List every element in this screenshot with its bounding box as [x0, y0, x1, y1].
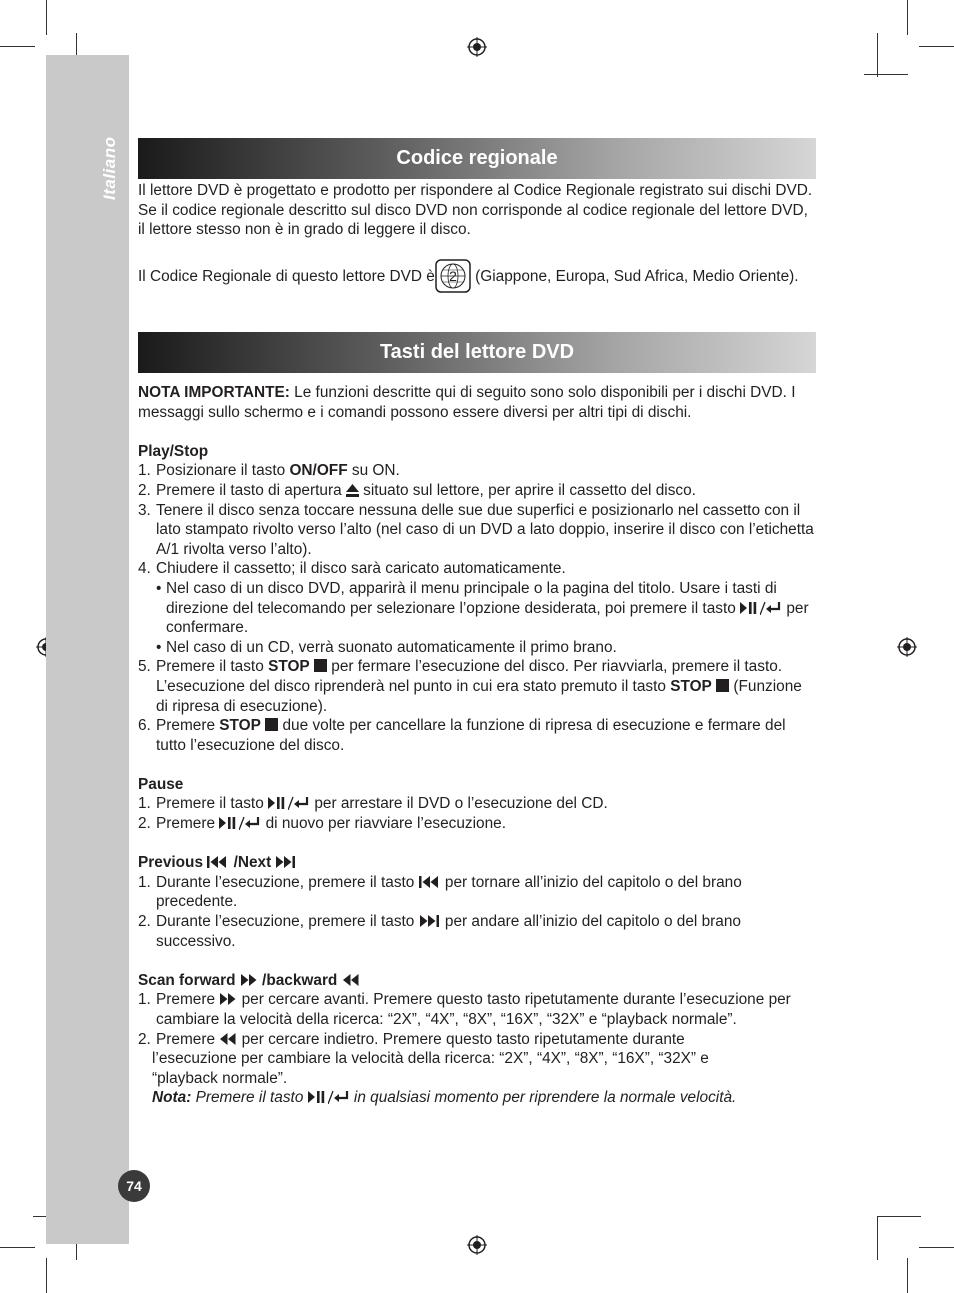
- important-note: [138, 383, 818, 422]
- step-text: Durante l’esecuzione, premere il tasto: [156, 873, 419, 891]
- step-text: Premere: [156, 991, 220, 1009]
- list-number: 3.: [138, 501, 151, 519]
- bullet-text: per confermare.: [166, 599, 809, 637]
- step-text: (Funzione di ripresa di esecuzione).: [156, 677, 802, 715]
- playstop-heading: [138, 442, 818, 462]
- region-paragraph-1: Il lettore DVD è progettato e prodotto per rispondere al Codice Regionale registrato sui dischi DVD. Se il codice regionale descritto sul disco DVD non corrisponde al codice regionale del lettore DVD, il lettore stesso non è in grado di leggere il disco.: [138, 182, 813, 239]
- step-text: per fermare l’esecuzione del disco. Per riavviarla, premere il tasto. L’esecuzione del disco riprenderà nel punto in cui era stato premuto il tasto: [156, 658, 783, 695]
- step-text: Premere il tasto: [156, 795, 269, 813]
- scan-heading: [138, 971, 818, 991]
- note-text: in qualsiasi momento per riprendere la normale velocità.: [349, 1089, 737, 1107]
- step-text: per cercare avanti. Premere questo tasto ripetutamente durante l’esecuzione per cambiare la velocità della ricerca: “2X”, “4X”, “8X”, “16X”, “32X” e “playback normale”.: [156, 991, 791, 1028]
- crop-mark: [0, 1247, 35, 1248]
- play-pause-icon: [308, 1090, 328, 1104]
- fast-forward-icon: [240, 973, 258, 987]
- list-item: [138, 814, 818, 834]
- stop-icon: [314, 659, 327, 672]
- previous-icon: [207, 855, 229, 869]
- crop-mark: [877, 1216, 921, 1217]
- pause-heading: [138, 775, 818, 795]
- bullet-item: [138, 638, 818, 658]
- registration-mark-icon: [467, 1235, 487, 1255]
- list-number: 4.: [138, 560, 151, 578]
- scan-forward-heading-text: Scan forward: [138, 971, 240, 989]
- region-globe-icon: [435, 259, 471, 293]
- stop-label: STOP: [219, 717, 261, 735]
- registration-mark-icon: [897, 637, 917, 657]
- prevnext-heading: [138, 853, 818, 873]
- list-item: [138, 794, 818, 814]
- list-item: [138, 912, 818, 951]
- playstop-heading-text: Play/Stop: [138, 442, 209, 460]
- list-item: [138, 873, 818, 912]
- fast-forward-icon: [219, 992, 237, 1006]
- important-note-label: NOTA IMPORTANTE:: [138, 384, 290, 401]
- region-text-before: Il Codice Regionale di questo lettore DVD è: [138, 268, 435, 286]
- bullet-item: [138, 579, 818, 638]
- list-number: 2.: [138, 481, 151, 499]
- rewind-icon: [342, 973, 360, 987]
- list-item: [138, 501, 818, 560]
- pause-heading-text: Pause: [138, 775, 184, 793]
- onoff-label: ON/OFF: [289, 462, 348, 480]
- crop-mark: [919, 46, 954, 47]
- list-number: 2.: [138, 1030, 151, 1048]
- note-text: Premere il tasto: [191, 1089, 308, 1107]
- crop-mark: [907, 1258, 908, 1293]
- step-text: su ON.: [347, 462, 400, 480]
- bullet-text: Nel caso di un disco DVD, apparirà il menu principale o la pagina del titolo. Usare i tasti di direzione del telecomando per selezionare l’opzione desiderata, poi premere il tasto: [166, 579, 777, 617]
- list-number: 1.: [138, 873, 151, 891]
- eject-icon: [346, 484, 359, 497]
- list-number: 1.: [138, 462, 151, 480]
- step-text: situato sul lettore, per aprire il cassetto del disco.: [358, 481, 696, 499]
- step-text: Premere: [156, 1030, 220, 1048]
- note-label: Nota:: [152, 1089, 192, 1107]
- enter-icon: [328, 1090, 350, 1104]
- list-item: [138, 716, 818, 755]
- step-text: per cercare indietro. Premere questo tasto ripetutamente durante: [237, 1030, 685, 1048]
- bullet: •: [156, 638, 162, 656]
- language-sidebar: [46, 55, 129, 1244]
- step-text: Chiudere il cassetto; il disco sarà caricato automaticamente.: [156, 560, 566, 578]
- list-number: 2.: [138, 815, 151, 833]
- play-pause-icon: [219, 816, 239, 830]
- step-text: per arrestare il DVD o l’esecuzione del CD.: [310, 795, 608, 813]
- section-header-codice-regionale: Codice regionale: [138, 138, 816, 179]
- play-pause-icon: [268, 796, 288, 810]
- crop-mark: [0, 46, 35, 47]
- stop-icon: [265, 718, 278, 731]
- list-item: [138, 559, 818, 579]
- registration-mark-icon: [467, 37, 487, 57]
- crop-mark: [877, 1216, 878, 1260]
- step-text: per andare all’inizio del capitolo o del brano successivo.: [156, 913, 741, 950]
- scan-backward-heading-text: /backward: [257, 971, 342, 989]
- scan-note: [138, 1088, 818, 1108]
- enter-icon: [288, 796, 310, 810]
- list-item: [138, 990, 818, 1029]
- play-pause-icon: [740, 601, 760, 615]
- list-number: 5.: [138, 658, 151, 676]
- enter-icon: [239, 816, 261, 830]
- important-note-text: Le funzioni descritte qui di seguito sono solo disponibili per i dischi DVD. I messaggi sullo schermo e i comandi possono essere diversi per altri tipi di dischi.: [138, 384, 796, 421]
- previous-icon: [419, 875, 441, 889]
- bullet-text: Nel caso di un CD, verrà suonato automaticamente il primo brano.: [166, 638, 617, 656]
- next-heading-text: /Next: [229, 854, 276, 872]
- list-number: 1.: [138, 991, 151, 1009]
- enter-icon: [760, 601, 782, 615]
- next-icon: [419, 914, 441, 928]
- page-number: 74: [118, 1170, 150, 1202]
- scan-continuation: “playback normale”.: [152, 1069, 288, 1087]
- region-number: 2: [448, 268, 457, 285]
- step-text: Durante l’esecuzione, premere il tasto: [156, 913, 419, 931]
- step-text: Premere: [156, 717, 220, 735]
- step-text: due volte per cancellare la funzione di ripresa di esecuzione e fermare del tutto l’esecuzione del disco.: [156, 717, 786, 754]
- list-number: 1.: [138, 795, 151, 813]
- step-text: per tornare all’inizio del capitolo o del brano precedente.: [156, 873, 742, 911]
- crop-mark: [907, 0, 908, 35]
- stop-label: STOP: [670, 677, 712, 695]
- step-text: Tenere il disco senza toccare nessuna delle sue due superfici e posizionarlo nel cassetto con il lato stampato rivolto verso l’alto (nel caso di un DVD a lato doppio, inserire il disco con l’etichetta A/1 rivolta verso l’alto).: [156, 501, 814, 558]
- crop-mark: [877, 33, 878, 77]
- scan-continuation: l’esecuzione per cambiare la velocità della ricerca: “2X”, “4X”, “8X”, “16X”, “32X” e: [152, 1050, 709, 1068]
- section-header-tasti: Tasti del lettore DVD: [138, 332, 816, 373]
- stop-icon: [716, 679, 729, 692]
- list-item: [138, 461, 818, 481]
- step-text: Premere il tasto di apertura: [156, 481, 346, 499]
- bullet: •: [156, 579, 162, 597]
- section-codice-regionale-body: [138, 181, 818, 293]
- language-tab-label: Italiano: [100, 136, 119, 200]
- list-item: [138, 1030, 818, 1050]
- stop-label: STOP: [268, 658, 310, 676]
- next-icon: [275, 855, 297, 869]
- crop-mark: [864, 74, 908, 75]
- list-item: [138, 657, 818, 716]
- step-text: Premere il tasto: [156, 658, 269, 676]
- crop-mark: [46, 0, 47, 35]
- list-item: [138, 481, 818, 501]
- rewind-icon: [219, 1032, 237, 1046]
- crop-mark: [919, 1247, 954, 1248]
- region-text-after: (Giappone, Europa, Sud Africa, Medio Oriente).: [470, 268, 799, 286]
- previous-heading-text: Previous: [138, 854, 208, 872]
- section-tasti-body: [138, 383, 818, 1108]
- list-number: 2.: [138, 913, 151, 931]
- crop-mark: [46, 1258, 47, 1293]
- region-paragraph-2: [138, 259, 818, 293]
- step-text: Posizionare il tasto: [156, 462, 290, 480]
- list-number: 6.: [138, 717, 151, 735]
- step-text: Premere: [156, 815, 220, 833]
- step-text: di nuovo per riavviare l’esecuzione.: [261, 815, 506, 833]
